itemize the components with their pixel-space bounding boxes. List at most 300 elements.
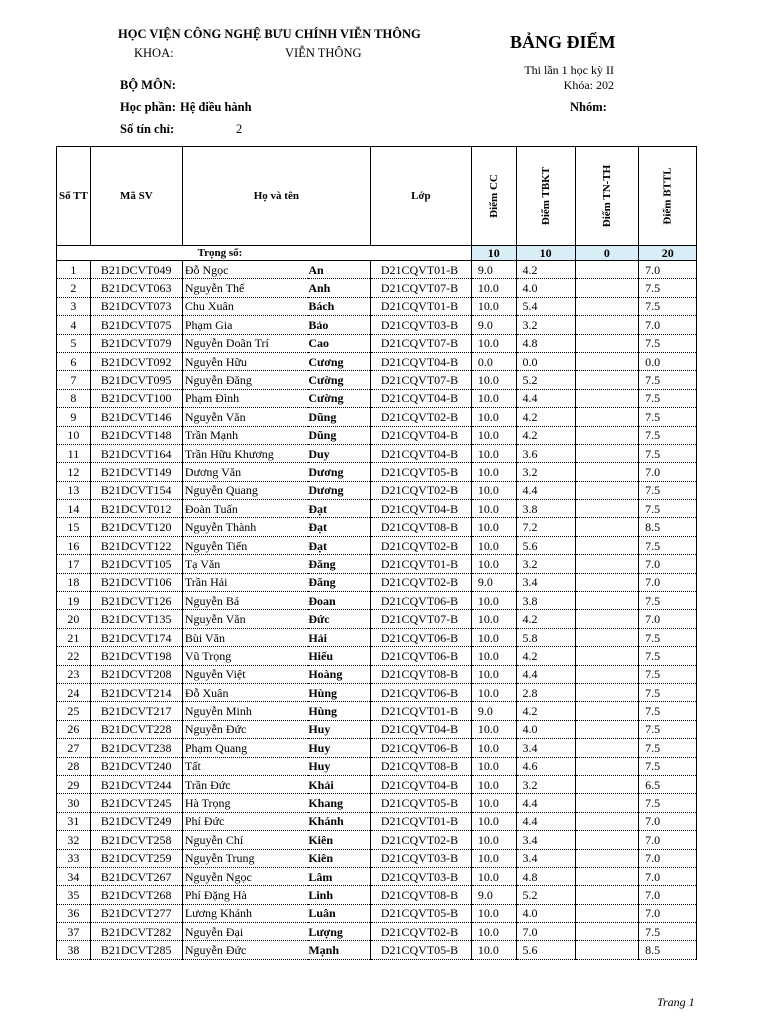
- surname: Cương: [308, 352, 370, 370]
- class-code: D21CQVT03-B: [370, 316, 471, 334]
- score-tnth: [575, 352, 638, 370]
- score-tbkt: 3.4: [516, 831, 575, 849]
- score-bttl: 7.0: [639, 573, 697, 591]
- score-tnth: [575, 794, 638, 812]
- score-bttl: 7.5: [639, 536, 697, 554]
- subject-value: Hệ điều hành: [180, 100, 252, 114]
- class-code: D21CQVT06-B: [370, 592, 471, 610]
- table-row: [57, 555, 697, 573]
- header-cc: Điểm CC: [471, 147, 516, 246]
- class-code: D21CQVT01-B: [370, 297, 471, 315]
- surname: Đạt: [308, 536, 370, 554]
- score-cc: 9.0: [471, 316, 516, 334]
- row-number: 29: [57, 775, 91, 793]
- score-tbkt: 0.0: [516, 352, 575, 370]
- table-row: [57, 279, 697, 297]
- student-id: B21DCVT258: [90, 831, 182, 849]
- score-tnth: [575, 720, 638, 738]
- row-number: 6: [57, 352, 91, 370]
- class-code: D21CQVT01-B: [370, 812, 471, 830]
- row-number: 35: [57, 886, 91, 904]
- score-tbkt: 3.2: [516, 775, 575, 793]
- score-bttl: 7.5: [639, 389, 697, 407]
- score-cc: 10.0: [471, 371, 516, 389]
- row-number: 5: [57, 334, 91, 352]
- table-row: [57, 371, 697, 389]
- score-tbkt: 7.2: [516, 518, 575, 536]
- surname: Kiên: [308, 849, 370, 867]
- institute-name: HỌC VIỆN CÔNG NGHỆ BƯU CHÍNH VIỄN THÔNG: [118, 27, 421, 41]
- row-number: 38: [57, 941, 91, 959]
- score-tnth: [575, 573, 638, 591]
- score-bttl: 8.5: [639, 941, 697, 959]
- table-row: [57, 739, 697, 757]
- given-name: Nguyễn Trung: [182, 849, 308, 867]
- score-cc: 10.0: [471, 481, 516, 499]
- table-row: [57, 444, 697, 462]
- table-row: [57, 408, 697, 426]
- row-number: 30: [57, 794, 91, 812]
- weight-cc: 10: [471, 246, 516, 261]
- score-cc: 10.0: [471, 426, 516, 444]
- faculty-value: VIỄN THÔNG: [285, 46, 362, 60]
- class-code: D21CQVT04-B: [370, 444, 471, 462]
- score-cc: 10.0: [471, 555, 516, 573]
- class-code: D21CQVT02-B: [370, 573, 471, 591]
- score-bttl: 7.5: [639, 720, 697, 738]
- score-cc: 10.0: [471, 757, 516, 775]
- table-row: [57, 831, 697, 849]
- surname: Hoàng: [308, 665, 370, 683]
- credits-label: Số tín chỉ:: [120, 122, 175, 136]
- score-tbkt: 3.6: [516, 444, 575, 462]
- surname: Khải: [308, 775, 370, 793]
- table-row: [57, 720, 697, 738]
- given-name: Nguyễn Đức: [182, 941, 308, 959]
- subject-label: Học phần:: [120, 100, 176, 114]
- class-code: D21CQVT07-B: [370, 279, 471, 297]
- row-number: 14: [57, 500, 91, 518]
- student-id: B21DCVT249: [90, 812, 182, 830]
- header-class: Lớp: [370, 147, 471, 246]
- weight-bttl: 20: [639, 246, 697, 261]
- surname: Đạt: [308, 518, 370, 536]
- table-row: [57, 867, 697, 885]
- class-code: D21CQVT02-B: [370, 831, 471, 849]
- row-number: 32: [57, 831, 91, 849]
- surname: Bảo: [308, 316, 370, 334]
- row-number: 25: [57, 702, 91, 720]
- given-name: Trần Hải: [182, 573, 308, 591]
- score-cc: 10.0: [471, 794, 516, 812]
- surname: Cường: [308, 371, 370, 389]
- class-code: D21CQVT06-B: [370, 683, 471, 701]
- exam-info: Thi lần 1 học kỳ II: [524, 63, 614, 77]
- class-code: D21CQVT07-B: [370, 610, 471, 628]
- score-bttl: 7.5: [639, 739, 697, 757]
- score-cc: 9.0: [471, 702, 516, 720]
- surname: Đức: [308, 610, 370, 628]
- row-number: 10: [57, 426, 91, 444]
- surname: Đăng: [308, 555, 370, 573]
- class-code: D21CQVT06-B: [370, 739, 471, 757]
- class-code: D21CQVT02-B: [370, 923, 471, 941]
- given-name: Nguyễn Đại: [182, 923, 308, 941]
- student-id: B21DCVT277: [90, 904, 182, 922]
- row-number: 1: [57, 261, 91, 279]
- given-name: Nguyễn Ngọc: [182, 867, 308, 885]
- score-tnth: [575, 923, 638, 941]
- student-id: B21DCVT174: [90, 628, 182, 646]
- score-tnth: [575, 941, 638, 959]
- table-row: [57, 297, 697, 315]
- header-student-id: Mã SV: [90, 147, 182, 246]
- score-tnth: [575, 592, 638, 610]
- student-id: B21DCVT073: [90, 297, 182, 315]
- faculty-label: KHOA:: [134, 46, 174, 60]
- score-bttl: 7.0: [639, 849, 697, 867]
- score-cc: 10.0: [471, 647, 516, 665]
- given-name: Hà Trọng: [182, 794, 308, 812]
- table-row: [57, 886, 697, 904]
- score-bttl: 7.0: [639, 555, 697, 573]
- class-code: D21CQVT01-B: [370, 261, 471, 279]
- score-tnth: [575, 500, 638, 518]
- table-row: [57, 536, 697, 554]
- table-row: [57, 923, 697, 941]
- table-row: [57, 426, 697, 444]
- student-id: B21DCVT106: [90, 573, 182, 591]
- score-cc: 10.0: [471, 444, 516, 462]
- table-row: [57, 904, 697, 922]
- class-code: D21CQVT06-B: [370, 628, 471, 646]
- header-name: Họ và tên: [182, 147, 370, 246]
- table-row: [57, 628, 697, 646]
- score-bttl: 7.5: [639, 702, 697, 720]
- score-cc: 10.0: [471, 500, 516, 518]
- score-tnth: [575, 408, 638, 426]
- class-code: D21CQVT04-B: [370, 426, 471, 444]
- table-row: [57, 481, 697, 499]
- given-name: Đỗ Xuân: [182, 683, 308, 701]
- score-tbkt: 3.8: [516, 592, 575, 610]
- student-id: B21DCVT120: [90, 518, 182, 536]
- given-name: Nguyễn Tiến: [182, 536, 308, 554]
- student-id: B21DCVT135: [90, 610, 182, 628]
- class-code: D21CQVT04-B: [370, 500, 471, 518]
- surname: Dương: [308, 481, 370, 499]
- score-bttl: 6.5: [639, 775, 697, 793]
- table-row: [57, 500, 697, 518]
- table-row: [57, 334, 697, 352]
- class-code: D21CQVT04-B: [370, 720, 471, 738]
- score-cc: 10.0: [471, 518, 516, 536]
- class-code: D21CQVT04-B: [370, 352, 471, 370]
- given-name: Nguyễn Việt: [182, 665, 308, 683]
- score-tnth: [575, 316, 638, 334]
- score-tnth: [575, 867, 638, 885]
- score-bttl: 7.5: [639, 500, 697, 518]
- row-number: 4: [57, 316, 91, 334]
- score-bttl: 7.0: [639, 316, 697, 334]
- given-name: Phí Đức: [182, 812, 308, 830]
- given-name: Nguyễn Thế: [182, 279, 308, 297]
- student-id: B21DCVT146: [90, 408, 182, 426]
- score-bttl: 7.5: [639, 279, 697, 297]
- score-bttl: 7.5: [639, 297, 697, 315]
- class-code: D21CQVT03-B: [370, 849, 471, 867]
- given-name: Dương Văn: [182, 463, 308, 481]
- surname: Huy: [308, 720, 370, 738]
- score-bttl: 7.5: [639, 683, 697, 701]
- score-tbkt: 4.2: [516, 610, 575, 628]
- surname: Hùng: [308, 702, 370, 720]
- department-label: BỘ MÔN:: [120, 78, 176, 92]
- score-bttl: 7.5: [639, 592, 697, 610]
- score-tbkt: 3.2: [516, 555, 575, 573]
- score-cc: 10.0: [471, 665, 516, 683]
- score-tbkt: 5.6: [516, 941, 575, 959]
- student-id: B21DCVT240: [90, 757, 182, 775]
- class-code: D21CQVT05-B: [370, 904, 471, 922]
- student-id: B21DCVT126: [90, 592, 182, 610]
- score-bttl: 7.5: [639, 628, 697, 646]
- class-code: D21CQVT08-B: [370, 757, 471, 775]
- student-id: B21DCVT092: [90, 352, 182, 370]
- score-tnth: [575, 831, 638, 849]
- score-tbkt: 4.4: [516, 812, 575, 830]
- score-tnth: [575, 297, 638, 315]
- score-tbkt: 4.0: [516, 720, 575, 738]
- score-bttl: 7.0: [639, 867, 697, 885]
- given-name: Trần Mạnh: [182, 426, 308, 444]
- student-id: B21DCVT075: [90, 316, 182, 334]
- score-cc: 9.0: [471, 886, 516, 904]
- class-code: D21CQVT05-B: [370, 794, 471, 812]
- given-name: Nguyễn Văn: [182, 610, 308, 628]
- score-tnth: [575, 775, 638, 793]
- score-cc: 10.0: [471, 463, 516, 481]
- surname: Cao: [308, 334, 370, 352]
- surname: Lượng: [308, 923, 370, 941]
- student-id: B21DCVT079: [90, 334, 182, 352]
- score-cc: 10.0: [471, 775, 516, 793]
- header-tnth: Điểm TN-TH: [575, 147, 638, 246]
- given-name: Vũ Trọng: [182, 647, 308, 665]
- surname: An: [308, 261, 370, 279]
- surname: Huy: [308, 739, 370, 757]
- surname: Mạnh: [308, 941, 370, 959]
- surname: Cường: [308, 389, 370, 407]
- student-id: B21DCVT214: [90, 683, 182, 701]
- score-bttl: 7.5: [639, 647, 697, 665]
- score-cc: 10.0: [471, 610, 516, 628]
- score-bttl: 7.5: [639, 408, 697, 426]
- score-tbkt: 3.4: [516, 849, 575, 867]
- row-number: 18: [57, 573, 91, 591]
- row-number: 11: [57, 444, 91, 462]
- surname: Kiên: [308, 831, 370, 849]
- given-name: Nguyễn Doãn Trí: [182, 334, 308, 352]
- score-cc: 9.0: [471, 573, 516, 591]
- score-tbkt: 3.2: [516, 316, 575, 334]
- score-tnth: [575, 904, 638, 922]
- score-bttl: 7.5: [639, 334, 697, 352]
- score-tnth: [575, 702, 638, 720]
- surname: Anh: [308, 279, 370, 297]
- row-number: 15: [57, 518, 91, 536]
- given-name: Nguyễn Quang: [182, 481, 308, 499]
- surname: Hải: [308, 628, 370, 646]
- score-tnth: [575, 812, 638, 830]
- table-header-row: [57, 147, 697, 246]
- score-cc: 10.0: [471, 812, 516, 830]
- surname: Linh: [308, 886, 370, 904]
- student-id: B21DCVT100: [90, 389, 182, 407]
- class-code: D21CQVT01-B: [370, 555, 471, 573]
- row-number: 17: [57, 555, 91, 573]
- class-code: D21CQVT07-B: [370, 334, 471, 352]
- given-name: Nguyễn Minh: [182, 702, 308, 720]
- row-number: 12: [57, 463, 91, 481]
- class-code: D21CQVT05-B: [370, 941, 471, 959]
- class-code: D21CQVT05-B: [370, 463, 471, 481]
- score-tnth: [575, 647, 638, 665]
- score-tbkt: 4.6: [516, 757, 575, 775]
- row-number: 24: [57, 683, 91, 701]
- table-row: [57, 389, 697, 407]
- row-number: 36: [57, 904, 91, 922]
- surname: Hiếu: [308, 647, 370, 665]
- header-tbkt: Điểm TBKT: [516, 147, 575, 246]
- given-name: Nguyễn Thành: [182, 518, 308, 536]
- table-row: [57, 794, 697, 812]
- weight-tbkt: 10: [516, 246, 575, 261]
- student-id: B21DCVT228: [90, 720, 182, 738]
- student-id: B21DCVT198: [90, 647, 182, 665]
- given-name: Trần Hữu Khương: [182, 444, 308, 462]
- class-code: D21CQVT04-B: [370, 389, 471, 407]
- student-id: B21DCVT164: [90, 444, 182, 462]
- student-id: B21DCVT285: [90, 941, 182, 959]
- given-name: Nguyễn Chí: [182, 831, 308, 849]
- grade-table: [56, 146, 697, 960]
- score-bttl: 7.5: [639, 794, 697, 812]
- score-tbkt: 4.4: [516, 481, 575, 499]
- score-cc: 10.0: [471, 904, 516, 922]
- score-tnth: [575, 665, 638, 683]
- score-tnth: [575, 610, 638, 628]
- class-code: D21CQVT02-B: [370, 481, 471, 499]
- class-code: D21CQVT08-B: [370, 518, 471, 536]
- score-cc: 10.0: [471, 923, 516, 941]
- student-id: B21DCVT095: [90, 371, 182, 389]
- student-id: B21DCVT149: [90, 463, 182, 481]
- row-number: 8: [57, 389, 91, 407]
- class-code: D21CQVT06-B: [370, 647, 471, 665]
- given-name: Chu Xuân: [182, 297, 308, 315]
- given-name: Phạm Gia: [182, 316, 308, 334]
- student-id: B21DCVT259: [90, 849, 182, 867]
- score-cc: 9.0: [471, 261, 516, 279]
- score-tbkt: 3.4: [516, 739, 575, 757]
- row-number: 22: [57, 647, 91, 665]
- score-cc: 10.0: [471, 536, 516, 554]
- score-tnth: [575, 536, 638, 554]
- score-tnth: [575, 849, 638, 867]
- score-cc: 10.0: [471, 279, 516, 297]
- table-row: [57, 683, 697, 701]
- score-bttl: 7.5: [639, 444, 697, 462]
- score-cc: 10.0: [471, 849, 516, 867]
- score-tbkt: 4.2: [516, 702, 575, 720]
- table-row: [57, 702, 697, 720]
- score-tnth: [575, 463, 638, 481]
- class-code: D21CQVT04-B: [370, 775, 471, 793]
- score-tbkt: 5.2: [516, 886, 575, 904]
- score-cc: 10.0: [471, 831, 516, 849]
- score-cc: 10.0: [471, 867, 516, 885]
- score-bttl: 7.0: [639, 610, 697, 628]
- student-id: B21DCVT245: [90, 794, 182, 812]
- given-name: Nguyễn Bá: [182, 592, 308, 610]
- row-number: 2: [57, 279, 91, 297]
- score-bttl: 7.0: [639, 904, 697, 922]
- score-tbkt: 3.4: [516, 573, 575, 591]
- student-id: B21DCVT012: [90, 500, 182, 518]
- score-tnth: [575, 518, 638, 536]
- score-cc: 10.0: [471, 628, 516, 646]
- row-number: 13: [57, 481, 91, 499]
- score-tnth: [575, 389, 638, 407]
- student-id: B21DCVT244: [90, 775, 182, 793]
- score-tnth: [575, 628, 638, 646]
- surname: Huy: [308, 757, 370, 775]
- student-id: B21DCVT122: [90, 536, 182, 554]
- score-tnth: [575, 683, 638, 701]
- score-tnth: [575, 555, 638, 573]
- score-tnth: [575, 279, 638, 297]
- score-bttl: 0.0: [639, 352, 697, 370]
- surname: Hùng: [308, 683, 370, 701]
- given-name: Nguyễn Hữu: [182, 352, 308, 370]
- class-code: D21CQVT02-B: [370, 408, 471, 426]
- given-name: Trần Đức: [182, 775, 308, 793]
- student-id: B21DCVT049: [90, 261, 182, 279]
- row-number: 20: [57, 610, 91, 628]
- score-bttl: 8.5: [639, 518, 697, 536]
- weight-tnth: 0: [575, 246, 638, 261]
- header-bttl: Điểm BTTL: [639, 147, 697, 246]
- document-title: BẢNG ĐIỂM: [510, 32, 616, 52]
- student-id: B21DCVT148: [90, 426, 182, 444]
- given-name: Nguyễn Đức: [182, 720, 308, 738]
- class-code: D21CQVT02-B: [370, 536, 471, 554]
- score-tnth: [575, 334, 638, 352]
- surname: Lâm: [308, 867, 370, 885]
- score-tbkt: 5.2: [516, 371, 575, 389]
- surname: Dương: [308, 463, 370, 481]
- group-label: Nhóm:: [570, 100, 607, 114]
- score-tbkt: 4.8: [516, 334, 575, 352]
- score-tbkt: 4.4: [516, 794, 575, 812]
- table-row: [57, 775, 697, 793]
- row-number: 19: [57, 592, 91, 610]
- score-cc: 10.0: [471, 739, 516, 757]
- score-cc: 10.0: [471, 720, 516, 738]
- score-tbkt: 7.0: [516, 923, 575, 941]
- given-name: Đoàn Tuấn: [182, 500, 308, 518]
